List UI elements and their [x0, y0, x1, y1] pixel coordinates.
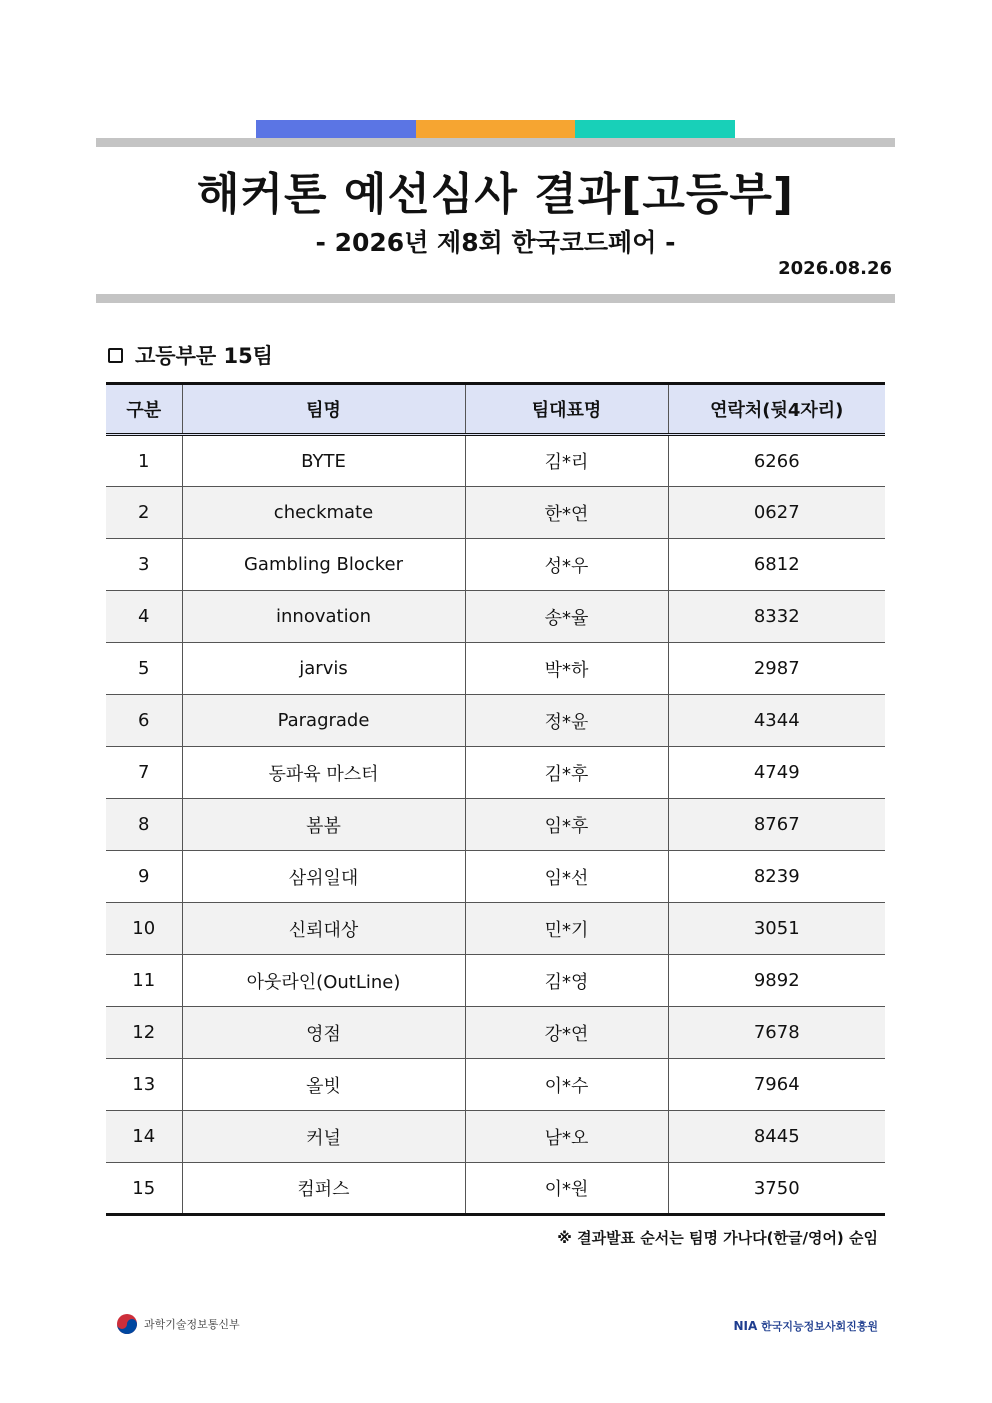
table-row	[106, 435, 885, 487]
cell-no: 3	[106, 539, 182, 591]
cell-leader-name: 정*윤	[465, 695, 668, 747]
cell-no: 9	[106, 851, 182, 903]
table-row	[106, 539, 885, 591]
cell-team-name: 컴퍼스	[182, 1163, 465, 1215]
cell-contact: 7964	[668, 1059, 885, 1111]
results-table	[106, 382, 885, 1216]
cell-contact: 4344	[668, 695, 885, 747]
table-row	[106, 851, 885, 903]
table-row	[106, 695, 885, 747]
cell-contact: 2987	[668, 643, 885, 695]
header-team-name: 팀명	[182, 384, 465, 435]
cell-no: 6	[106, 695, 182, 747]
cell-no: 2	[106, 487, 182, 539]
footer-right-prefix: NIA	[733, 1319, 758, 1333]
cell-contact: 3051	[668, 903, 885, 955]
cell-team-name: innovation	[182, 591, 465, 643]
cell-contact: 8332	[668, 591, 885, 643]
table-row	[106, 1163, 885, 1215]
cell-leader-name: 임*후	[465, 799, 668, 851]
footer-right-logo	[733, 1318, 878, 1334]
cell-team-name: BYTE	[182, 435, 465, 487]
cell-no: 8	[106, 799, 182, 851]
cell-no: 4	[106, 591, 182, 643]
page-subtitle: - 2026년 제8회 한국코드페어 -	[315, 228, 676, 257]
cell-no: 5	[106, 643, 182, 695]
sort-note: ※ 결과발표 순서는 팀명 가나다(한글/영어) 순임	[557, 1229, 878, 1247]
footer-left-org: 과학기술정보통신부	[144, 1318, 240, 1331]
section-label: 고등부문 15팀	[135, 344, 273, 368]
table-row	[106, 591, 885, 643]
table-row	[106, 955, 885, 1007]
cell-no: 15	[106, 1163, 182, 1215]
cell-leader-name: 김*리	[465, 435, 668, 487]
cell-team-name: checkmate	[182, 487, 465, 539]
header-rule-bottom	[96, 294, 895, 303]
cell-leader-name: 민*기	[465, 903, 668, 955]
cell-leader-name: 남*오	[465, 1111, 668, 1163]
cell-no: 1	[106, 435, 182, 487]
cell-team-name: 동파육 마스터	[182, 747, 465, 799]
table-row	[106, 1111, 885, 1163]
cell-team-name: Paragrade	[182, 695, 465, 747]
accent-bar-orange	[416, 120, 575, 138]
cell-leader-name: 이*원	[465, 1163, 668, 1215]
cell-contact: 8239	[668, 851, 885, 903]
cell-no: 7	[106, 747, 182, 799]
footer-right-org: 한국지능정보사회진흥원	[761, 1320, 878, 1333]
cell-no: 14	[106, 1111, 182, 1163]
table-row	[106, 747, 885, 799]
cell-team-name: 아웃라인(OutLine)	[182, 955, 465, 1007]
cell-team-name: jarvis	[182, 643, 465, 695]
cell-team-name: 삼위일대	[182, 851, 465, 903]
header-rule-top	[96, 138, 895, 147]
table-row	[106, 487, 885, 539]
cell-leader-name: 이*수	[465, 1059, 668, 1111]
cell-no: 12	[106, 1007, 182, 1059]
cell-contact: 4749	[668, 747, 885, 799]
cell-contact: 9892	[668, 955, 885, 1007]
cell-leader-name: 김*후	[465, 747, 668, 799]
cell-contact: 8445	[668, 1111, 885, 1163]
cell-team-name: 커널	[182, 1111, 465, 1163]
table-row	[106, 903, 885, 955]
cell-no: 13	[106, 1059, 182, 1111]
table-header-row	[106, 384, 885, 435]
cell-contact: 6812	[668, 539, 885, 591]
header-no: 구분	[106, 384, 182, 435]
accent-bar-teal	[575, 120, 735, 138]
cell-contact: 8767	[668, 799, 885, 851]
taegeuk-emblem-icon	[116, 1313, 138, 1335]
header-contact: 연락처(뒷4자리)	[668, 384, 885, 435]
cell-leader-name: 송*율	[465, 591, 668, 643]
cell-leader-name: 김*영	[465, 955, 668, 1007]
cell-contact: 0627	[668, 487, 885, 539]
accent-bar-blue	[256, 120, 416, 138]
cell-leader-name: 강*연	[465, 1007, 668, 1059]
cell-team-name: 올빗	[182, 1059, 465, 1111]
footer-left-logo	[116, 1313, 240, 1335]
cell-leader-name: 박*하	[465, 643, 668, 695]
header-leader-name: 팀대표명	[465, 384, 668, 435]
table-body	[106, 435, 885, 1215]
section-heading	[108, 340, 273, 370]
cell-contact: 7678	[668, 1007, 885, 1059]
table-row	[106, 643, 885, 695]
cell-leader-name: 임*선	[465, 851, 668, 903]
cell-team-name: 봄봄	[182, 799, 465, 851]
cell-no: 11	[106, 955, 182, 1007]
table-row	[106, 799, 885, 851]
cell-no: 10	[106, 903, 182, 955]
cell-contact: 3750	[668, 1163, 885, 1215]
checkbox-icon	[108, 348, 123, 363]
table-row	[106, 1007, 885, 1059]
cell-team-name: Gambling Blocker	[182, 539, 465, 591]
page-title: 해커톤 예선심사 결과[고등부]	[197, 169, 794, 220]
document-date: 2026.08.26	[778, 258, 892, 279]
cell-team-name: 영점	[182, 1007, 465, 1059]
cell-contact: 6266	[668, 435, 885, 487]
cell-team-name: 신뢰대상	[182, 903, 465, 955]
table-row	[106, 1059, 885, 1111]
cell-leader-name: 성*우	[465, 539, 668, 591]
cell-leader-name: 한*연	[465, 487, 668, 539]
